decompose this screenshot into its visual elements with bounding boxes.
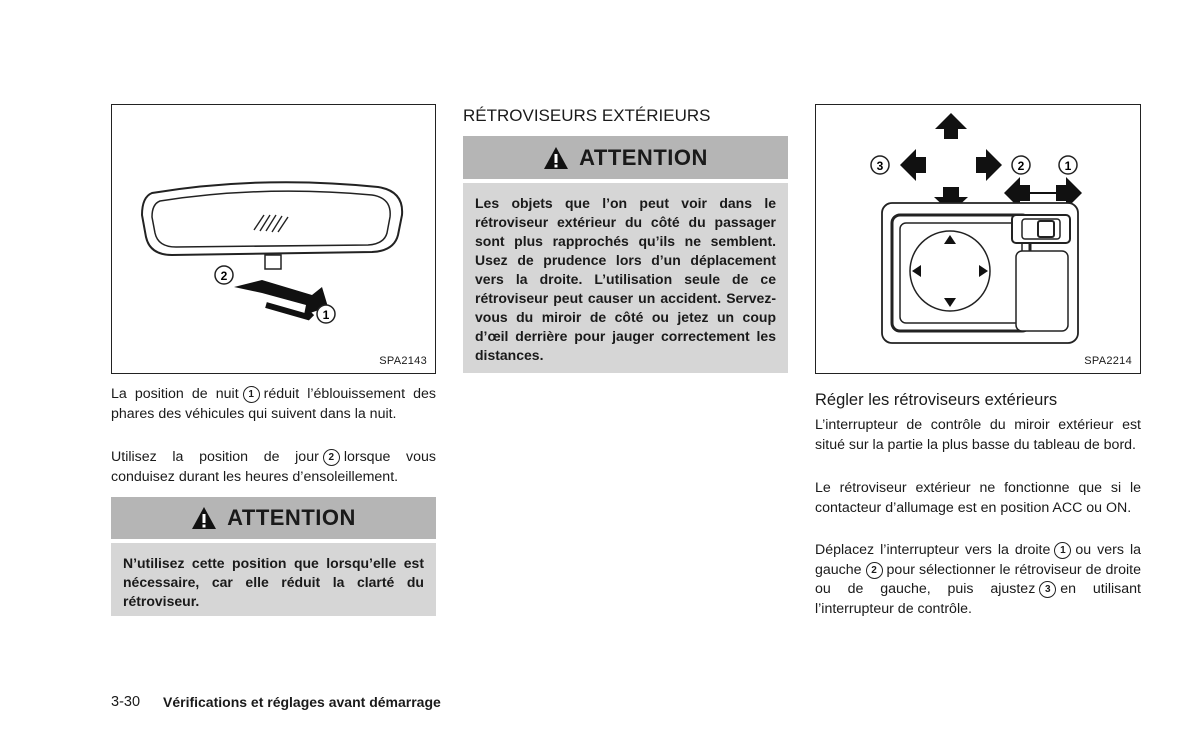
rearview-mirror-figure (111, 104, 436, 374)
arrow-up-icon (935, 113, 967, 139)
chapter-title: Vérifications et réglages avant démarrage (163, 694, 441, 710)
callout-2-inline: 2 (323, 449, 340, 466)
switch-location-paragraph: L’interrupteur de contrôle du miroir extérieur est situé sur la partie la plus basse du tableau de bord. (815, 417, 1141, 453)
adjust-instructions-paragraph: Déplacez l’interrupteur vers la droite 1 ou vers la gauche 2 pour sélectionner le rétroviseur de droite ou de gauche, puis ajustez 3 en utilisant l’interrupteur de contrôle. (815, 542, 1141, 617)
warning-header-middle (463, 136, 788, 179)
mirror-switch-illustration (816, 105, 1139, 372)
warning-header-left (111, 497, 436, 539)
figure-code: SPA2143 (379, 355, 427, 367)
warning-label: ATTENTION (227, 505, 356, 530)
warning-triangle-icon (543, 146, 569, 170)
callout-2: 2 (1017, 159, 1025, 173)
callout-1: 1 (1064, 159, 1072, 173)
arrow-right-icon (976, 149, 1002, 181)
night-position-paragraph: La position de nuit 1 réduit l’éblouissement des phares des véhicules qui suivent dans la nuit. (111, 386, 436, 422)
figure-code: SPA2214 (1084, 355, 1132, 367)
callout-2-inline: 2 (866, 562, 883, 579)
warning-body-middle: Les objets que l’on peut voir dans le rétroviseur extérieur du côté du passager sont plus rapprochés qu’ils ne semblent. Usez de prudence lors d’un déplacement vers la droite. L’utilisation seule de ce rétroviseur peut causer un accident. Servez-vous du miroir de côté ou jetez un coup d’œil derrière pour jauger correctement les distances. (463, 183, 788, 373)
warning-label: ATTENTION (579, 144, 708, 170)
section-title: RÉTROVISEURS EXTÉRIEURS (463, 106, 711, 125)
callout-2: 2 (220, 269, 228, 283)
callout-3-inline: 3 (1039, 581, 1056, 598)
ignition-paragraph: Le rétroviseur extérieur ne fonctionne que si le contacteur d’allumage est en position ACC ou ON. (815, 480, 1141, 516)
mirror-switch-figure (815, 104, 1141, 374)
callout-3: 3 (876, 159, 884, 173)
warning-body-left: N’utilisez cette position que lorsqu’elle est nécessaire, car elle réduit la clarté du rétroviseur. (111, 543, 436, 616)
day-position-paragraph: Utilisez la position de jour 2 lorsque vous conduisez durant les heures d’ensoleillement. (111, 449, 436, 485)
subsection-title: Régler les rétroviseurs extérieurs (815, 391, 1058, 409)
callout-1-inline: 1 (243, 386, 260, 403)
callout-1-inline: 1 (1054, 542, 1071, 559)
arrow-left-icon (900, 149, 926, 181)
rearview-mirror-illustration (112, 105, 434, 372)
callout-1: 1 (322, 308, 330, 322)
warning-triangle-icon (191, 506, 217, 530)
page-number: 3-30 (111, 694, 141, 710)
